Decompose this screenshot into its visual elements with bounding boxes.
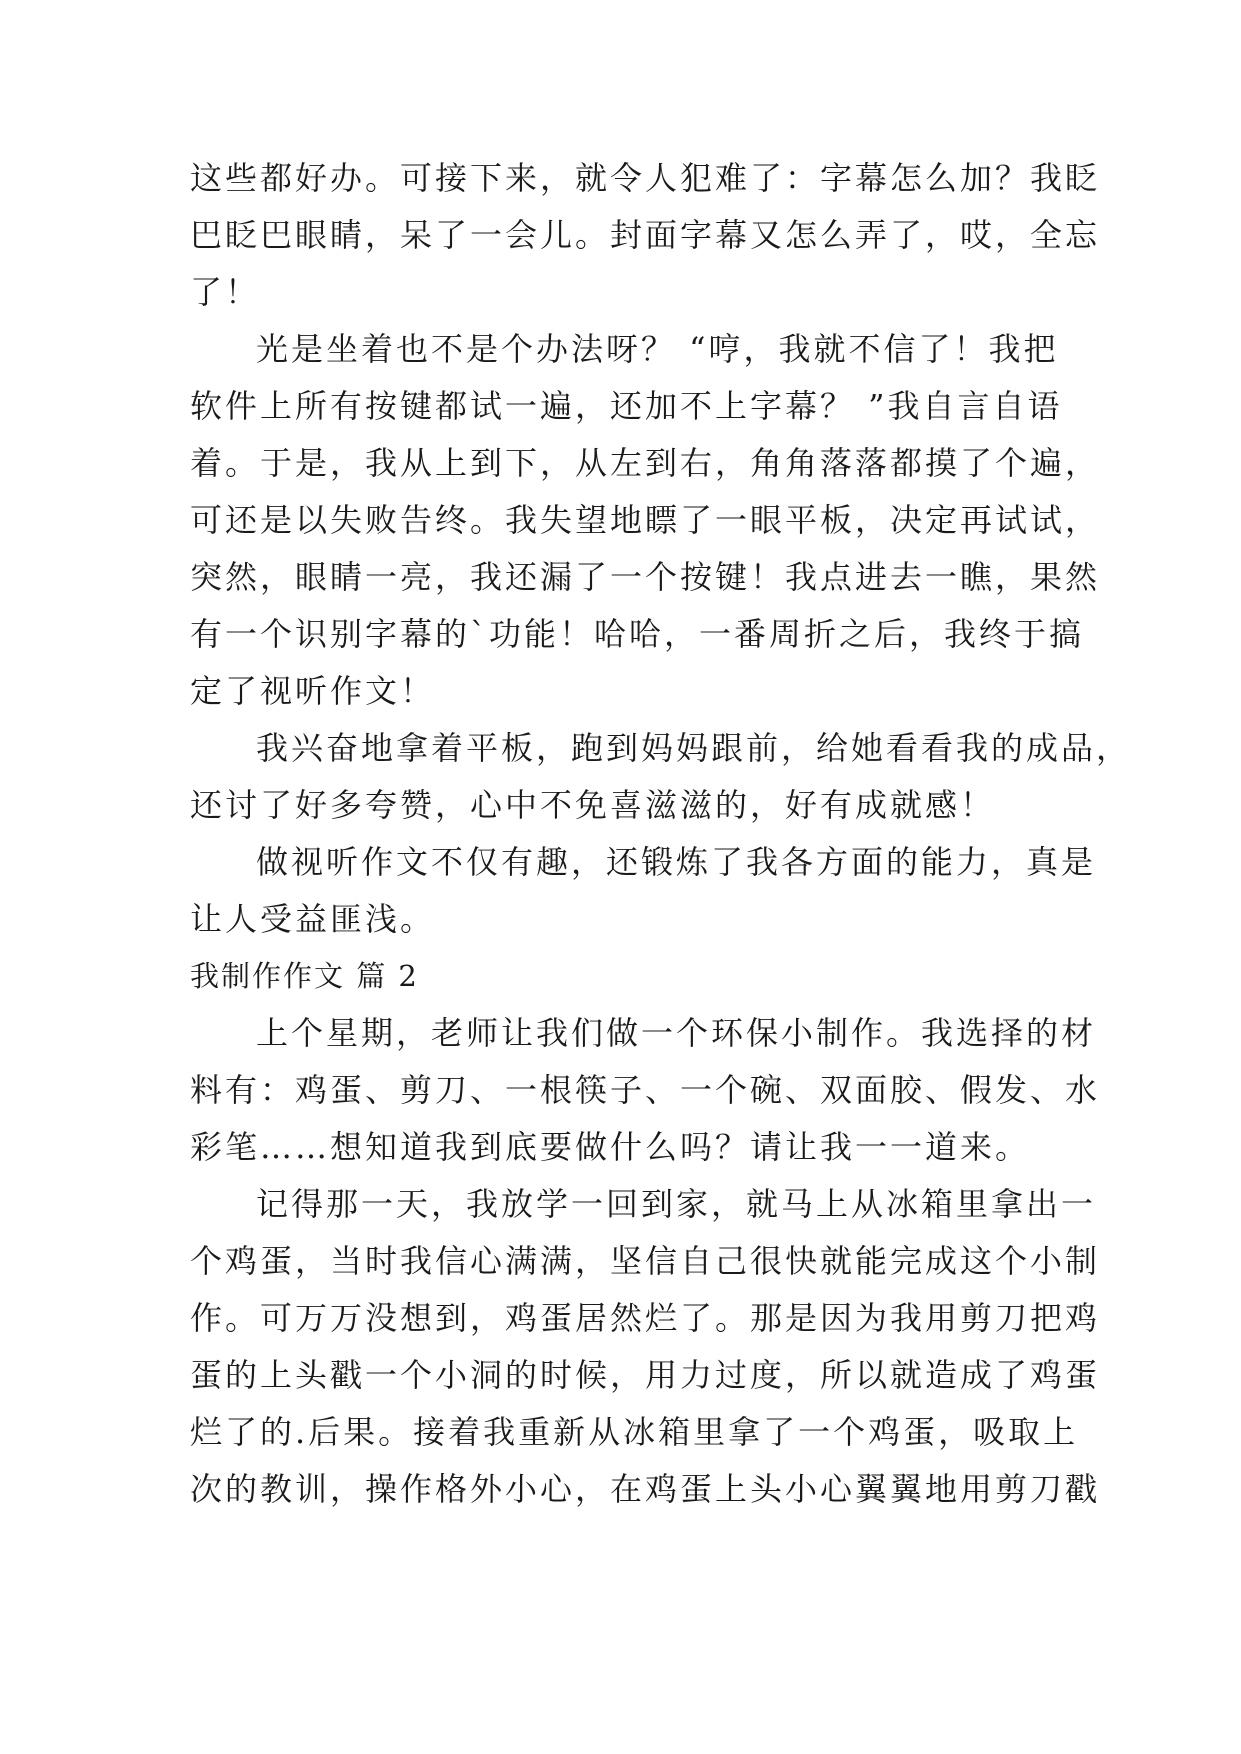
text-line: 这些都好办。可接下来，就令人犯难了：字幕怎么加？我眨 xyxy=(190,159,1101,197)
text-line: 突然，眼睛一亮，我还漏了一个按键！我点进去一瞧，果然 xyxy=(190,558,1101,596)
text-line: 可还是以失败告终。我失望地瞟了一眼平板，决定再试试， xyxy=(190,501,1101,539)
paragraph-start-line: 记得那一天，我放学一回到家，就马上从冰箱里拿出一 xyxy=(256,1185,1097,1223)
text-line: 有一个识别字幕的`功能！哈哈，一番周折之后，我终于搞 xyxy=(190,615,1085,653)
paragraph-start-line: 我兴奋地拿着平板，跑到妈妈跟前，给她看看我的成品， xyxy=(256,729,1132,767)
text-line: 定了视听作文！ xyxy=(190,672,436,710)
text-line: 软件上所有按键都试一遍，还加不上字幕？ ”我自言自语 xyxy=(190,387,1063,425)
paragraph-start-line: 做视听作文不仅有趣，还锻炼了我各方面的能力，真是 xyxy=(256,843,1097,881)
section-heading: 我制作作文 篇 2 xyxy=(190,959,419,993)
text-line: 烂了的.后果。接着我重新从冰箱里拿了一个鸡蛋，吸取上 xyxy=(190,1413,1079,1451)
text-line: 巴眨巴眼睛，呆了一会儿。封面字幕又怎么弄了，哎，全忘 xyxy=(190,216,1101,254)
text-line: 彩笔……想知道我到底要做什么吗？请让我一一道来。 xyxy=(190,1128,1031,1166)
text-line: 作。可万万没想到，鸡蛋居然烂了。那是因为我用剪刀把鸡 xyxy=(190,1299,1101,1337)
text-line: 让人受益匪浅。 xyxy=(190,900,436,938)
document-body xyxy=(190,150,1132,1518)
text-line: 着。于是，我从上到下，从左到右，角角落落都摸了个遍， xyxy=(190,444,1101,482)
paragraph-start-line: 光是坐着也不是个办法呀？ “哼，我就不信了！我把 xyxy=(256,330,1059,368)
text-line: 料有：鸡蛋、剪刀、一根筷子、一个碗、双面胶、假发、水 xyxy=(190,1071,1101,1109)
paragraph-start-line: 上个星期，老师让我们做一个环保小制作。我选择的材 xyxy=(256,1014,1097,1052)
text-line: 蛋的上头戳一个小洞的时候，用力过度，所以就造成了鸡蛋 xyxy=(190,1356,1101,1394)
text-line: 个鸡蛋，当时我信心满满，坚信自己很快就能完成这个小制 xyxy=(190,1242,1101,1280)
text-line: 次的教训，操作格外小心，在鸡蛋上头小心翼翼地用剪刀戳 xyxy=(190,1470,1101,1508)
text-line: 还讨了好多夸赞，心中不免喜滋滋的，好有成就感！ xyxy=(190,786,996,824)
text-line: 了！ xyxy=(190,273,261,311)
